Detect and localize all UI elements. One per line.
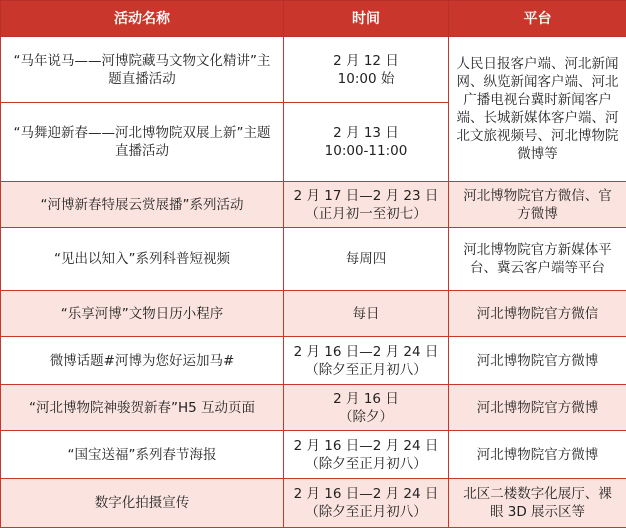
activity-name-cell: “见出以知入”系列科普短视频 (1, 228, 284, 291)
table-row (1, 385, 626, 431)
activity-name-cell: “河北博物院神骏贺新春”H5 互动页面 (1, 385, 284, 431)
platform-cell: 北区二楼数字化展厅、裸眼 3D 展示区等 (449, 479, 626, 528)
time-cell: 2 月 16 日—2 月 24 日 （除夕至正月初八） (284, 479, 449, 528)
activity-name-cell: “乐享河博”文物日历小程序 (1, 291, 284, 337)
activity-name-cell: “国宝送福”系列春节海报 (1, 431, 284, 479)
header-platform: 平台 (449, 1, 626, 37)
table-row (1, 337, 626, 385)
platform-cell: 人民日报客户端、河北新闻网、纵览新闻客户端、河北广播电视台冀时新闻客户端、长城新媒体客户端、河北文旅视频号、河北博物院微博等 (449, 37, 626, 182)
time-cell: 每周四 (284, 228, 449, 291)
platform-cell: 河北博物院官方微博 (449, 385, 626, 431)
platform-cell: 河北博物院官方微博 (449, 431, 626, 479)
platform-cell: 河北博物院官方微信、官方微博 (449, 182, 626, 228)
time-cell: 2 月 16 日 （除夕） (284, 385, 449, 431)
header-activity-name: 活动名称 (1, 1, 284, 37)
time-cell: 2 月 17 日—2 月 23 日 （正月初一至初七） (284, 182, 449, 228)
activity-name-cell: 微博话题#河博为您好运加马# (1, 337, 284, 385)
table-row (1, 37, 626, 103)
time-cell: 2 月 16 日—2 月 24 日 （除夕至正月初八） (284, 431, 449, 479)
time-cell: 每日 (284, 291, 449, 337)
time-cell: 2 月 12 日 10:00 始 (284, 37, 449, 103)
platform-cell: 河北博物院官方微博 (449, 337, 626, 385)
table-row (1, 479, 626, 528)
table-header-row (1, 1, 626, 37)
time-cell: 2 月 16 日—2 月 24 日 （除夕至正月初八） (284, 337, 449, 385)
table-row (1, 182, 626, 228)
header-time: 时间 (284, 1, 449, 37)
activity-name-cell: “马舞迎新春——河北博物院双展上新”主题直播活动 (1, 103, 284, 182)
time-cell: 2 月 13 日 10:00-11:00 (284, 103, 449, 182)
table-row (1, 431, 626, 479)
table-row (1, 228, 626, 291)
platform-cell: 河北博物院官方微信 (449, 291, 626, 337)
activity-name-cell: “马年说马——河博院藏马文物文化精讲”主题直播活动 (1, 37, 284, 103)
table-row (1, 291, 626, 337)
activity-name-cell: “河博新春特展云赏展播”系列活动 (1, 182, 284, 228)
platform-cell: 河北博物院官方新媒体平台、冀云客户端等平台 (449, 228, 626, 291)
activity-name-cell: 数字化拍摄宣传 (1, 479, 284, 528)
